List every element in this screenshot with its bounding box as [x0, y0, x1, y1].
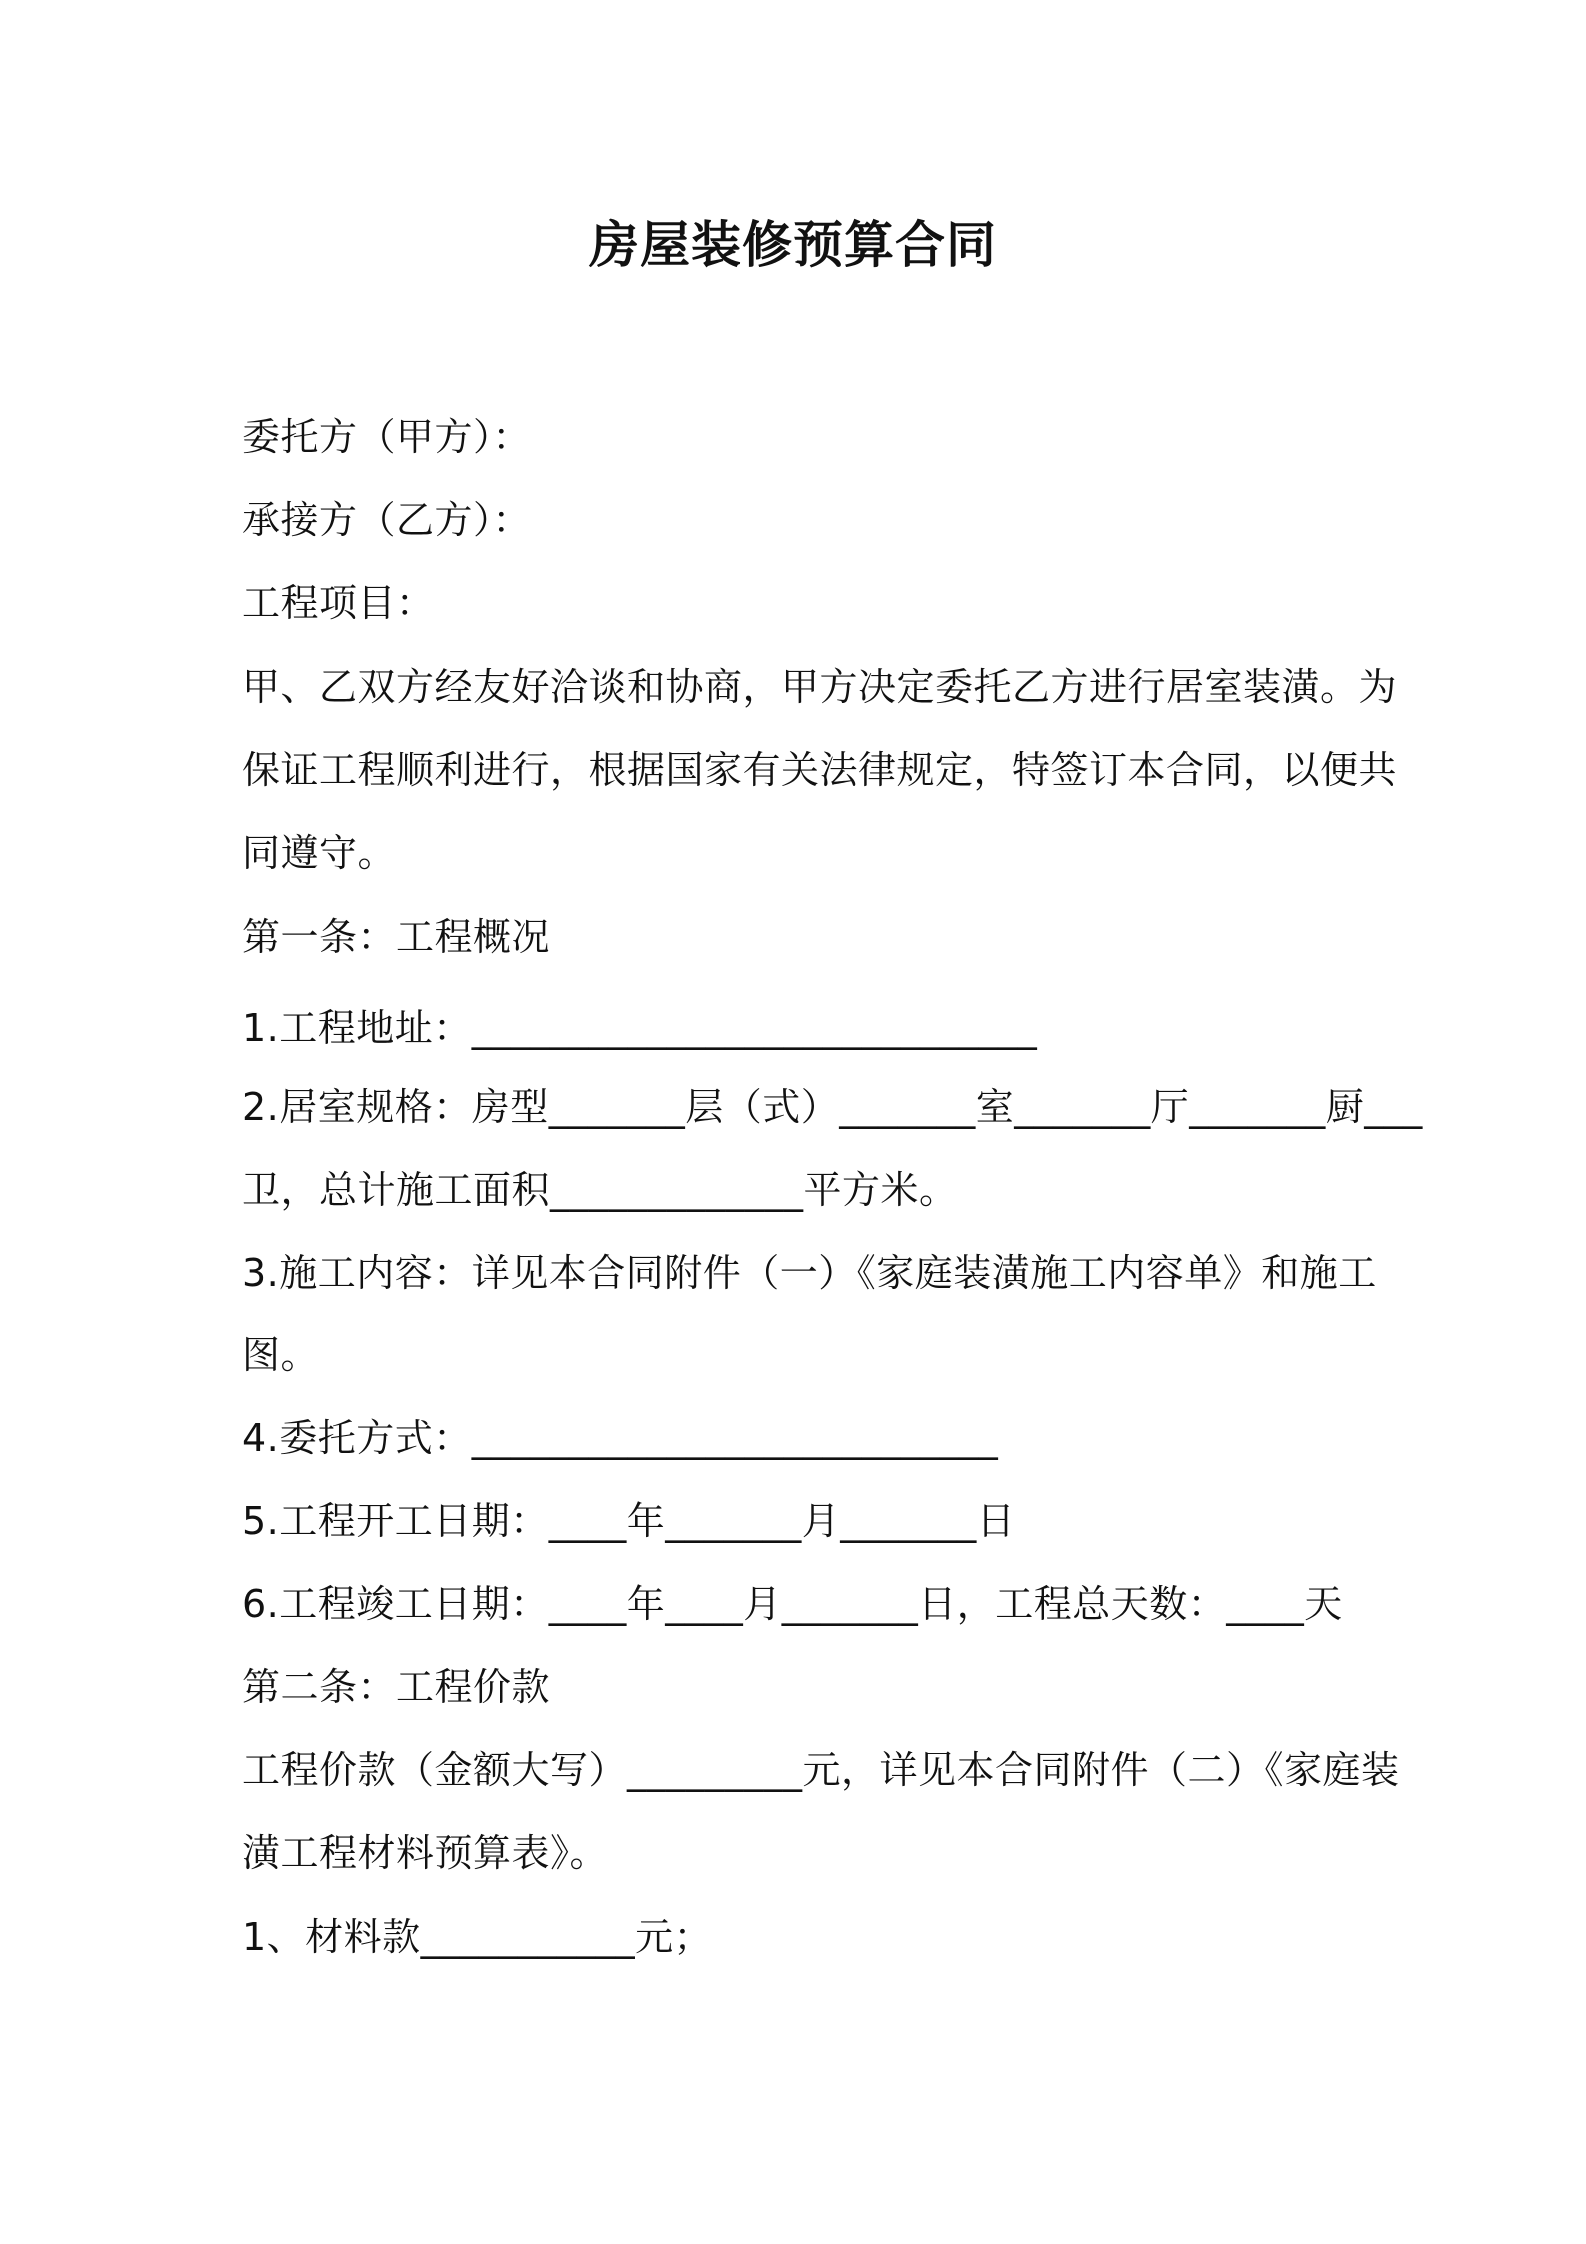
article-1-heading: 第一条：工程概况	[242, 915, 551, 959]
client-party-line: 委托方（甲方）：	[242, 415, 532, 459]
room-spec-line-1: 2.居室规格：房型_______层（式）_______室_______厅_______厨___	[242, 1085, 1423, 1129]
project-price-line-2: 潢工程材料预算表》。	[242, 1831, 609, 1875]
room-spec-line-2: 卫，总计施工面积_____________平方米。	[242, 1168, 958, 1212]
preamble-line-3: 同遵守。	[242, 831, 397, 875]
start-date-line: 5.工程开工日期：____年_______月_______日	[242, 1499, 1016, 1543]
article-2-heading: 第二条：工程价款	[242, 1665, 551, 1709]
work-content-line-2: 图。	[242, 1333, 320, 1377]
work-content-line-1: 3.施工内容：详见本合同附件（一）《家庭装潢施工内容单》和施工	[242, 1251, 1377, 1295]
project-line: 工程项目：	[242, 581, 435, 625]
project-address-line: 1.工程地址：_____________________________	[242, 1006, 1038, 1050]
completion-date-line: 6.工程竣工日期：____年____月_______日，工程总天数：____天	[242, 1582, 1343, 1626]
project-price-line-1: 工程价款（金额大写）_________元，详见本合同附件（二）《家庭装	[242, 1748, 1400, 1792]
preamble-line-2: 保证工程顺利进行，根据国家有关法律规定，特签订本合同，以便共	[242, 748, 1398, 792]
document-title: 房屋装修预算合同	[589, 216, 997, 274]
preamble-line-1: 甲、乙双方经友好洽谈和协商，甲方决定委托乙方进行居室装潢。为	[242, 665, 1398, 709]
commission-method-line: 4.委托方式：___________________________	[242, 1416, 999, 1460]
material-cost-line: 1、材料款___________元；	[242, 1915, 713, 1959]
contractor-party-line: 承接方（乙方）：	[242, 498, 532, 542]
